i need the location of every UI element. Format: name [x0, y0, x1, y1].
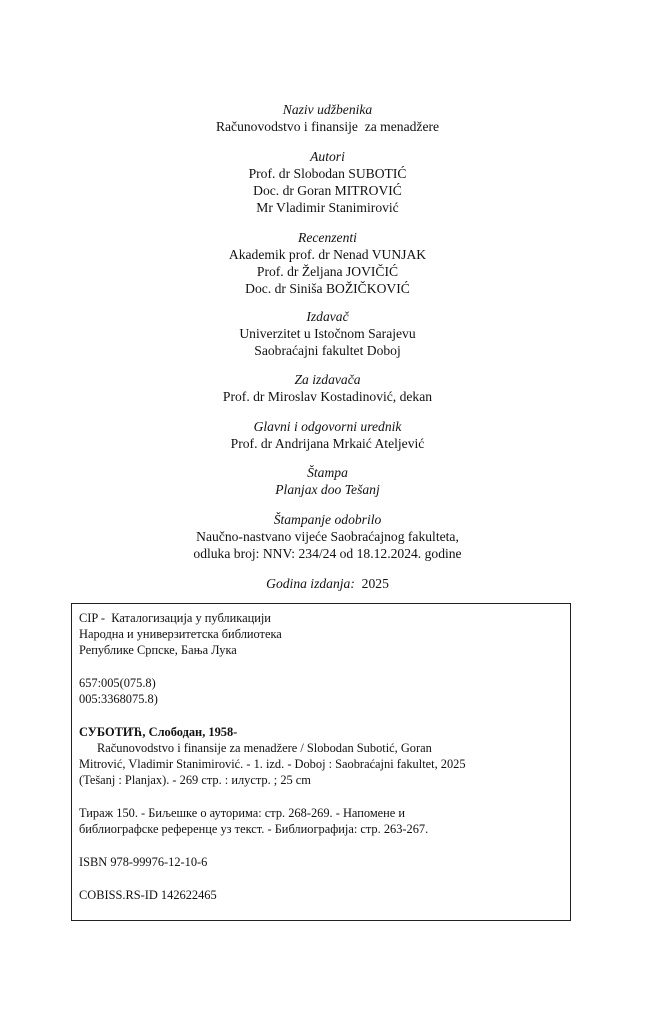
cip-description-line: (Tešanj : Planjax). - 269 стр. : илустр. ; 25 cm	[79, 773, 311, 787]
cip-notes-line: Тираж 150. - Биљешке о ауторима: стр. 268-269. - Напомене и	[79, 806, 406, 820]
cip-description-line: Mitrović, Vladimir Stanimirović. - 1. izd. - Doboj : Saobraćajni fakultet, 2025	[79, 757, 466, 771]
for-publisher-heading: Za izdavača	[294, 372, 361, 387]
print-heading: Štampa	[307, 465, 348, 480]
cip-notes-line: библиографске референце уз текст. - Библиографија: стр. 263-267.	[79, 822, 429, 836]
author-name: Prof. dr Slobodan SUBOTIĆ	[248, 166, 407, 181]
publisher-line: Saobraćajni fakultet Doboj	[254, 343, 401, 358]
section-year	[0, 575, 655, 592]
cip-record-box	[71, 603, 571, 921]
cobiss-id: COBISS.RS-ID 142622465	[79, 888, 217, 902]
author-name: Mr Vladimir Stanimirović	[256, 200, 399, 215]
year-value: 2025	[361, 576, 389, 591]
isbn: ISBN 978-99976-12-10-6	[79, 855, 208, 869]
approval-heading: Štampanje odobrilo	[273, 512, 382, 527]
section-approval	[0, 511, 655, 562]
authors-heading: Autori	[310, 149, 345, 164]
section-editor	[0, 418, 655, 452]
cip-header-line: Народна и универзитетска библиотека	[79, 627, 282, 641]
cip-header-line: CIP - Каталогизација у публикацији	[79, 611, 271, 625]
section-reviewers	[0, 229, 655, 297]
publisher-heading: Izdavač	[306, 309, 349, 324]
publisher-line: Univerzitet u Istočnom Sarajevu	[239, 326, 416, 341]
title-heading: Naziv udžbenika	[282, 102, 373, 117]
section-authors	[0, 148, 655, 216]
section-publisher	[0, 308, 655, 359]
print-line: Planjax doo Tešanj	[275, 482, 380, 497]
udc-code: 005:3368075.8)	[79, 692, 158, 706]
approval-line: Naučno-nastvano vijeće Saobraćajnog fakulteta,	[196, 529, 459, 544]
section-title	[0, 101, 655, 135]
reviewer-name: Akademik prof. dr Nenad VUNJAK	[228, 247, 427, 262]
for-publisher-line: Prof. dr Miroslav Kostadinović, dekan	[222, 389, 433, 404]
cip-description-line: Računovodstvo i finansije za menadžere / Slobodan Subotić, Goran	[97, 741, 432, 755]
reviewer-name: Doc. dr Siniša BOŽIČKOVIĆ	[245, 281, 410, 296]
section-for-publisher	[0, 371, 655, 405]
editor-line: Prof. dr Andrijana Mrkaić Ateljević	[230, 436, 425, 451]
reviewers-heading: Recenzenti	[298, 230, 357, 245]
cip-header-line: Републике Српске, Бања Лука	[79, 643, 237, 657]
year-label: Godina izdanja:	[266, 576, 355, 591]
editor-heading: Glavni i odgovorni urednik	[253, 419, 402, 434]
udc-code: 657:005(075.8)	[79, 676, 156, 690]
section-print	[0, 464, 655, 498]
book-title: Računovodstvo i finansije za menadžere	[215, 119, 440, 134]
author-name: Doc. dr Goran MITROVIĆ	[253, 183, 402, 198]
cip-author-head: СУБОТИЋ, Слободан, 1958-	[79, 725, 238, 739]
approval-line: odluka broj: NNV: 234/24 od 18.12.2024. godine	[193, 546, 462, 561]
reviewer-name: Prof. dr Željana JOVIČIĆ	[256, 264, 399, 279]
